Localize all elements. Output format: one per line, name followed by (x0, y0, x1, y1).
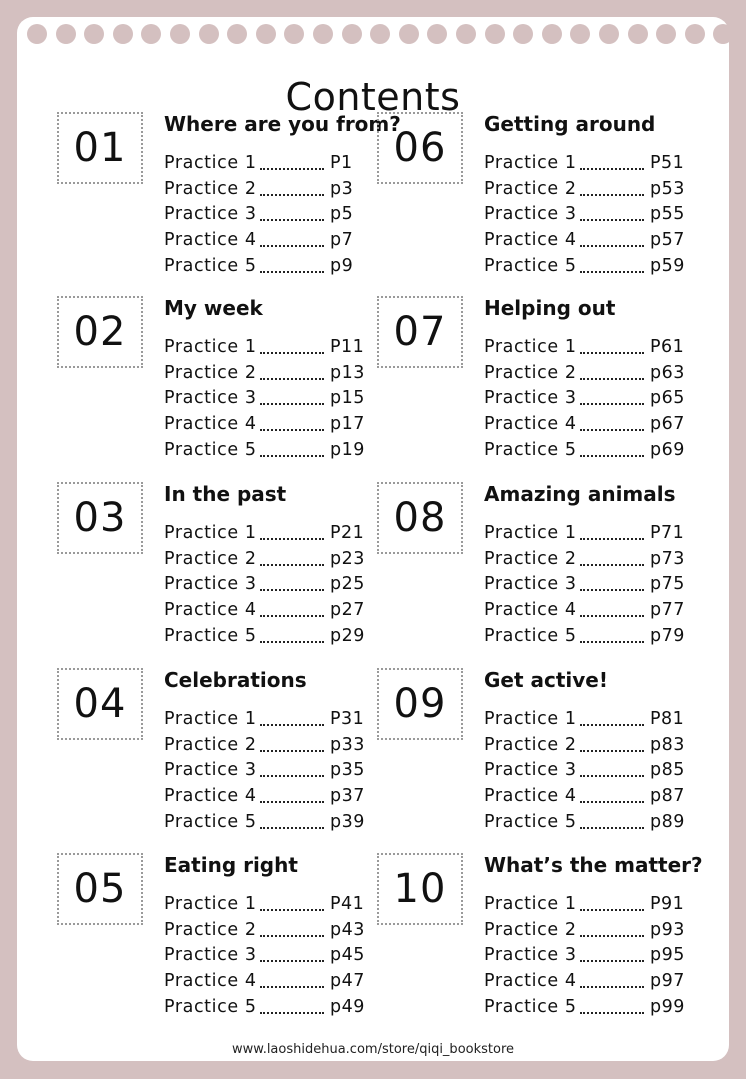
practice-row[interactable] (164, 572, 394, 598)
dot-leader (260, 933, 324, 937)
page-number: P91 (650, 893, 685, 914)
dot-leader (260, 376, 324, 380)
page-number: p53 (650, 178, 685, 199)
page-number: p55 (650, 204, 685, 225)
dot-leader (580, 773, 644, 777)
unit-number: 08 (377, 482, 463, 554)
page-number: p9 (330, 256, 354, 277)
practice-row[interactable] (484, 943, 714, 969)
page-number: p47 (330, 971, 365, 992)
dot-leader (260, 536, 324, 540)
practice-row[interactable] (484, 917, 714, 943)
practice-row[interactable] (484, 706, 714, 732)
page-number: P61 (650, 336, 685, 357)
dot-leader (580, 825, 644, 829)
binder-holes (0, 0, 746, 60)
practice-row[interactable] (484, 968, 714, 994)
dot-leader (260, 192, 324, 196)
practice-label: Practice 1 (164, 152, 257, 173)
binder-hole (370, 24, 390, 44)
unit-block (57, 668, 387, 838)
page-number: p65 (650, 388, 685, 409)
unit-title: Where are you from? (164, 112, 401, 136)
page-number: p23 (330, 548, 365, 569)
practice-row[interactable] (164, 783, 394, 809)
dot-leader (260, 984, 324, 988)
practice-label: Practice 3 (484, 204, 577, 225)
practice-label: Practice 4 (164, 786, 257, 807)
practice-label: Practice 4 (164, 600, 257, 621)
practice-label: Practice 1 (484, 152, 577, 173)
page-number: p5 (330, 204, 354, 225)
dot-leader (260, 350, 324, 354)
practice-row[interactable] (484, 809, 714, 835)
page-number: p35 (330, 760, 365, 781)
dot-leader (580, 639, 644, 643)
dot-leader (580, 613, 644, 617)
unit-number: 02 (57, 296, 143, 368)
practice-row[interactable] (164, 706, 394, 732)
practice-label: Practice 2 (164, 548, 257, 569)
dot-leader (260, 243, 324, 247)
page-number: p77 (650, 600, 685, 621)
practice-list (484, 706, 714, 835)
dot-leader (580, 748, 644, 752)
practice-label: Practice 4 (484, 971, 577, 992)
page-number: P41 (330, 893, 365, 914)
binder-hole (170, 24, 190, 44)
practice-row[interactable] (484, 572, 714, 598)
practice-label: Practice 2 (484, 178, 577, 199)
practice-label: Practice 3 (164, 574, 257, 595)
practice-label: Practice 1 (484, 708, 577, 729)
unit-block (377, 296, 707, 466)
page-number: P11 (330, 336, 365, 357)
dot-leader (580, 401, 644, 405)
dot-leader (260, 825, 324, 829)
page-number: p49 (330, 997, 365, 1018)
practice-row[interactable] (164, 360, 394, 386)
dot-leader (580, 536, 644, 540)
page-number: p69 (650, 440, 685, 461)
page-number: p73 (650, 548, 685, 569)
practice-label: Practice 1 (484, 336, 577, 357)
practice-row[interactable] (164, 891, 394, 917)
binder-hole (56, 24, 76, 44)
practice-label: Practice 3 (484, 945, 577, 966)
binder-hole (570, 24, 590, 44)
page-number: p95 (650, 945, 685, 966)
unit-block (377, 668, 707, 838)
practice-label: Practice 4 (164, 971, 257, 992)
practice-row[interactable] (484, 150, 714, 176)
dot-leader (260, 453, 324, 457)
page-number: p99 (650, 997, 685, 1018)
practice-list (164, 891, 394, 1020)
practice-row[interactable] (164, 809, 394, 835)
dot-leader (260, 748, 324, 752)
practice-label: Practice 5 (164, 812, 257, 833)
practice-label: Practice 2 (484, 919, 577, 940)
binder-hole (685, 24, 705, 44)
page-number: p83 (650, 734, 685, 755)
page-number: P81 (650, 708, 685, 729)
dot-leader (580, 269, 644, 273)
practice-label: Practice 5 (164, 997, 257, 1018)
page-number: p93 (650, 919, 685, 940)
unit-number: 04 (57, 668, 143, 740)
practice-label: Practice 2 (484, 362, 577, 383)
unit-title: My week (164, 296, 263, 320)
page-number: p37 (330, 786, 365, 807)
practice-list (484, 520, 714, 649)
practice-label: Practice 1 (164, 336, 257, 357)
practice-row[interactable] (484, 732, 714, 758)
dot-leader (580, 722, 644, 726)
dot-leader (580, 933, 644, 937)
page-number: p15 (330, 388, 365, 409)
binder-hole (456, 24, 476, 44)
unit-title: Helping out (484, 296, 616, 320)
page-number: p57 (650, 230, 685, 251)
binder-hole (84, 24, 104, 44)
practice-label: Practice 2 (164, 362, 257, 383)
binder-hole (513, 24, 533, 44)
practice-label: Practice 2 (164, 734, 257, 755)
page-number: p19 (330, 440, 365, 461)
practice-row[interactable] (164, 520, 394, 546)
unit-number: 01 (57, 112, 143, 184)
dot-leader (260, 562, 324, 566)
dot-leader (580, 587, 644, 591)
practice-row[interactable] (164, 150, 394, 176)
page-number: p3 (330, 178, 354, 199)
page-number: p87 (650, 786, 685, 807)
binder-hole (113, 24, 133, 44)
binder-hole (227, 24, 247, 44)
binder-hole (256, 24, 276, 44)
practice-row[interactable] (164, 334, 394, 360)
practice-row[interactable] (484, 227, 714, 253)
binder-hole (342, 24, 362, 44)
practice-label: Practice 3 (484, 574, 577, 595)
practice-label: Practice 3 (164, 760, 257, 781)
practice-row[interactable] (164, 176, 394, 202)
unit-block (57, 853, 387, 1023)
unit-block (57, 112, 401, 282)
practice-label: Practice 5 (164, 440, 257, 461)
practice-label: Practice 3 (164, 945, 257, 966)
page-number: p17 (330, 414, 365, 435)
practice-row[interactable] (484, 597, 714, 623)
practice-label: Practice 5 (164, 256, 257, 277)
practice-row[interactable] (484, 334, 714, 360)
dot-leader (260, 166, 324, 170)
binder-hole (542, 24, 562, 44)
dot-leader (260, 217, 324, 221)
practice-label: Practice 5 (484, 997, 577, 1018)
binder-hole (656, 24, 676, 44)
page-number: p97 (650, 971, 685, 992)
unit-number: 10 (377, 853, 463, 925)
unit-number: 06 (377, 112, 463, 184)
practice-list (484, 334, 714, 463)
page-number: p29 (330, 626, 365, 647)
practice-label: Practice 4 (484, 230, 577, 251)
practice-row[interactable] (484, 360, 714, 386)
practice-label: Practice 5 (484, 812, 577, 833)
unit-title: What’s the matter? (484, 853, 703, 877)
page-number: p7 (330, 230, 354, 251)
page-number: P51 (650, 152, 685, 173)
practice-label: Practice 2 (164, 178, 257, 199)
practice-label: Practice 4 (164, 414, 257, 435)
dot-leader (580, 799, 644, 803)
dot-leader (580, 427, 644, 431)
unit-block (377, 482, 707, 652)
practice-row[interactable] (484, 623, 714, 649)
practice-row[interactable] (484, 176, 714, 202)
page-number: p67 (650, 414, 685, 435)
page-number: p25 (330, 574, 365, 595)
practice-row[interactable] (164, 758, 394, 784)
dot-leader (580, 907, 644, 911)
dot-leader (260, 799, 324, 803)
practice-row[interactable] (484, 437, 714, 463)
unit-title: Getting around (484, 112, 656, 136)
practice-label: Practice 4 (164, 230, 257, 251)
practice-label: Practice 2 (484, 548, 577, 569)
practice-label: Practice 1 (484, 893, 577, 914)
dot-leader (260, 427, 324, 431)
unit-number: 05 (57, 853, 143, 925)
dot-leader (580, 350, 644, 354)
dot-leader (260, 639, 324, 643)
practice-label: Practice 1 (164, 522, 257, 543)
practice-row[interactable] (164, 943, 394, 969)
dot-leader (580, 958, 644, 962)
page-number: p27 (330, 600, 365, 621)
practice-label: Practice 5 (484, 440, 577, 461)
dot-leader (580, 376, 644, 380)
practice-row[interactable] (484, 994, 714, 1020)
dot-leader (580, 166, 644, 170)
practice-label: Practice 1 (164, 708, 257, 729)
practice-list (164, 706, 394, 835)
page-number: P31 (330, 708, 365, 729)
practice-row[interactable] (164, 437, 394, 463)
dot-leader (580, 217, 644, 221)
page-number: p85 (650, 760, 685, 781)
page-number: p45 (330, 945, 365, 966)
practice-row[interactable] (164, 227, 394, 253)
page-number: P21 (330, 522, 365, 543)
practice-label: Practice 5 (164, 626, 257, 647)
practice-row[interactable] (164, 202, 394, 228)
practice-row[interactable] (484, 386, 714, 412)
practice-row[interactable] (484, 411, 714, 437)
footer-url: www.laoshidehua.com/store/qiqi_bookstore (231, 1042, 515, 1057)
dot-leader (260, 613, 324, 617)
dot-leader (260, 587, 324, 591)
practice-row[interactable] (164, 732, 394, 758)
unit-title: Eating right (164, 853, 298, 877)
practice-row[interactable] (484, 546, 714, 572)
page-number: p89 (650, 812, 685, 833)
practice-list (484, 150, 714, 279)
page-number: p59 (650, 256, 685, 277)
dot-leader (260, 401, 324, 405)
practice-row[interactable] (164, 968, 394, 994)
binder-hole (599, 24, 619, 44)
unit-block (377, 853, 707, 1023)
dot-leader (580, 562, 644, 566)
practice-row[interactable] (164, 623, 394, 649)
practice-label: Practice 4 (484, 786, 577, 807)
unit-block (57, 482, 387, 652)
practice-label: Practice 3 (164, 204, 257, 225)
binder-hole (284, 24, 304, 44)
practice-label: Practice 5 (484, 626, 577, 647)
binder-hole (399, 24, 419, 44)
unit-block (377, 112, 707, 282)
binder-hole (313, 24, 333, 44)
practice-row[interactable] (484, 253, 714, 279)
practice-row[interactable] (164, 546, 394, 572)
page-number: p75 (650, 574, 685, 595)
dot-leader (260, 907, 324, 911)
dot-leader (260, 269, 324, 273)
page-title: Contents (285, 75, 461, 120)
practice-label: Practice 3 (484, 760, 577, 781)
practice-list (484, 891, 714, 1020)
practice-label: Practice 1 (484, 522, 577, 543)
dot-leader (580, 1010, 644, 1014)
dot-leader (580, 984, 644, 988)
practice-label: Practice 5 (484, 256, 577, 277)
practice-label: Practice 2 (164, 919, 257, 940)
binder-hole (427, 24, 447, 44)
page-number: p39 (330, 812, 365, 833)
page-number: p43 (330, 919, 365, 940)
binder-hole (27, 24, 47, 44)
dot-leader (580, 243, 644, 247)
dot-leader (260, 958, 324, 962)
page-number: P71 (650, 522, 685, 543)
unit-title: Amazing animals (484, 482, 676, 506)
practice-label: Practice 3 (484, 388, 577, 409)
binder-hole (199, 24, 219, 44)
practice-row[interactable] (484, 758, 714, 784)
unit-number: 03 (57, 482, 143, 554)
practice-row[interactable] (164, 994, 394, 1020)
practice-list (164, 150, 394, 279)
practice-row[interactable] (484, 520, 714, 546)
page-number: P1 (330, 152, 353, 173)
dot-leader (580, 192, 644, 196)
page-number: p79 (650, 626, 685, 647)
unit-title: Celebrations (164, 668, 307, 692)
practice-row[interactable] (164, 253, 394, 279)
unit-number: 09 (377, 668, 463, 740)
practice-row[interactable] (164, 917, 394, 943)
binder-hole (713, 24, 733, 44)
dot-leader (260, 722, 324, 726)
practice-list (164, 520, 394, 649)
binder-hole (485, 24, 505, 44)
practice-row[interactable] (164, 386, 394, 412)
page-number: p33 (330, 734, 365, 755)
page-number: p63 (650, 362, 685, 383)
practice-row[interactable] (164, 597, 394, 623)
dot-leader (580, 453, 644, 457)
practice-label: Practice 1 (164, 893, 257, 914)
practice-row[interactable] (164, 411, 394, 437)
practice-label: Practice 4 (484, 414, 577, 435)
practice-label: Practice 2 (484, 734, 577, 755)
unit-title: Get active! (484, 668, 608, 692)
dot-leader (260, 773, 324, 777)
unit-title: In the past (164, 482, 287, 506)
practice-label: Practice 4 (484, 600, 577, 621)
practice-row[interactable] (484, 891, 714, 917)
unit-block (57, 296, 387, 466)
practice-row[interactable] (484, 783, 714, 809)
unit-number: 07 (377, 296, 463, 368)
practice-label: Practice 3 (164, 388, 257, 409)
page-number: p13 (330, 362, 365, 383)
binder-hole (628, 24, 648, 44)
dot-leader (260, 1010, 324, 1014)
binder-hole (141, 24, 161, 44)
practice-list (164, 334, 394, 463)
practice-row[interactable] (484, 202, 714, 228)
